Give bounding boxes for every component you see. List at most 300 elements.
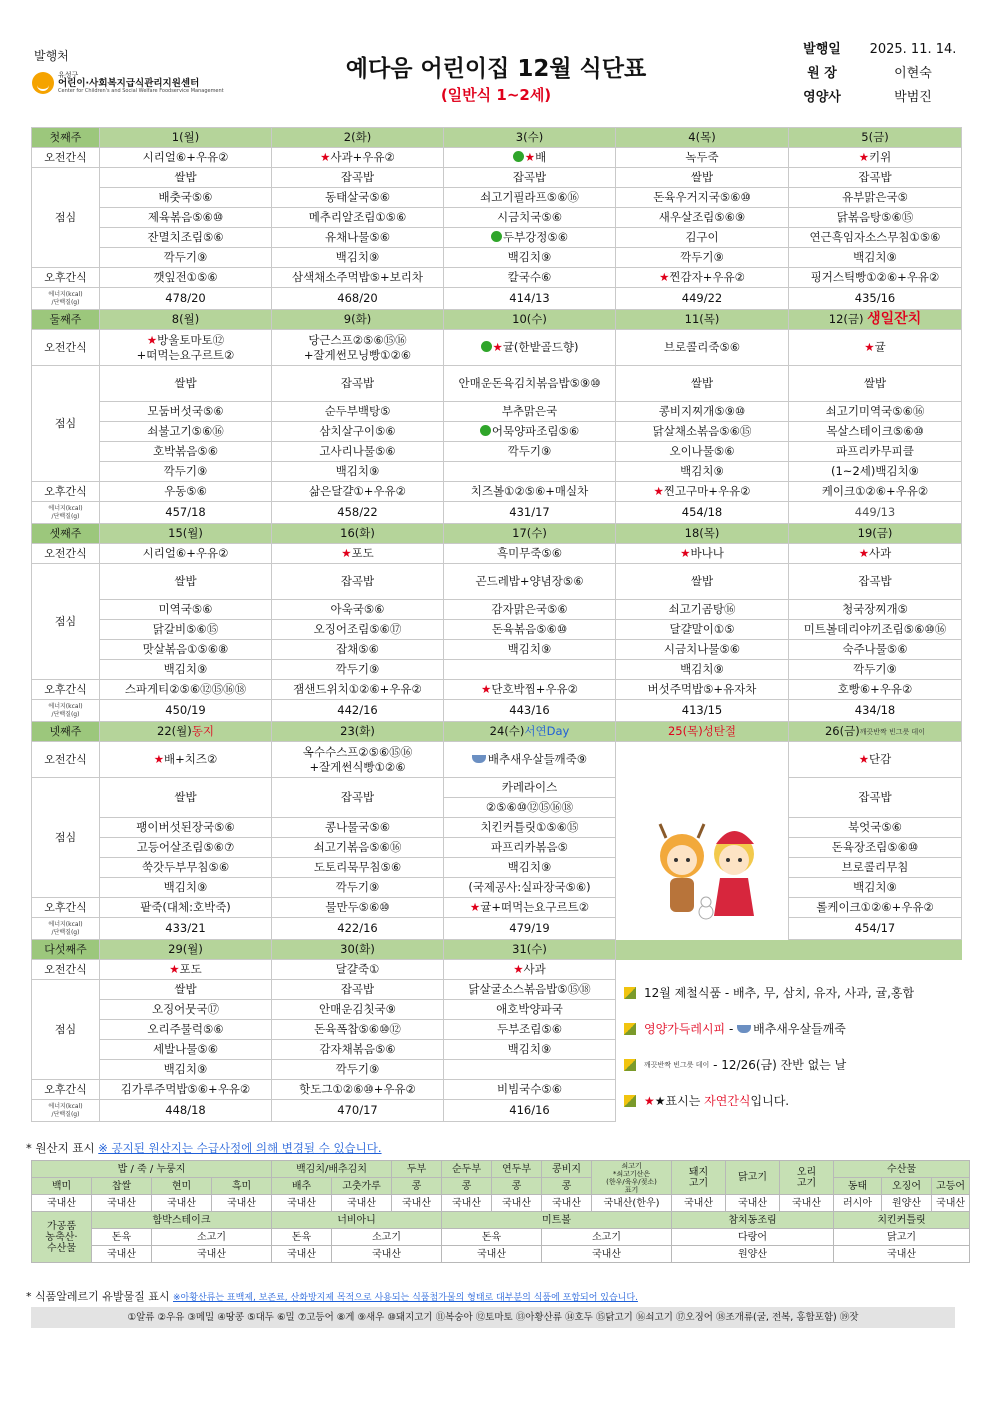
lunch-label: 점심	[32, 168, 100, 268]
bullet-icon	[624, 1059, 636, 1071]
menu-text: 쇠불고기⑤⑥⑯	[147, 424, 224, 438]
menu-text: 파프리카볶음⑤	[491, 840, 568, 854]
processed-name: 함박스테이크	[92, 1212, 272, 1229]
pm-snack-label: 오후간식	[32, 680, 100, 700]
lunch-cell	[100, 442, 272, 462]
lunch-cell	[444, 1000, 616, 1020]
am-snack-cell	[444, 544, 616, 564]
am-snack-label: 오전간식	[32, 330, 100, 366]
day-header	[789, 128, 962, 148]
processed-name: 참치동조림	[672, 1212, 834, 1229]
menu-text: 쇠고기곰탕⑯	[668, 602, 736, 616]
origin-value: 러시아	[834, 1195, 882, 1212]
menu-text: 동태살국⑤⑥	[324, 190, 391, 204]
day-header	[272, 940, 444, 960]
note-seasonal-text: 12월 제철식품 - 배추, 무, 삼치, 유자, 사과, 귤,홍합	[644, 986, 915, 1000]
pot-icon	[737, 1025, 751, 1033]
day-label: 5(금)	[861, 130, 889, 144]
processed-value: 국내산	[152, 1246, 272, 1263]
menu-text: 키위	[869, 150, 892, 164]
menu-text: 도토리묵무침⑤⑥	[313, 860, 402, 874]
pm-snack-cell	[272, 898, 444, 918]
director-label: 원 장	[807, 66, 837, 81]
menu-text: 깍두기⑨	[163, 464, 208, 478]
origin-group	[492, 1161, 542, 1178]
star-icon: ★	[653, 484, 664, 498]
processed-value: 국내산	[542, 1246, 672, 1263]
lunch-row	[32, 168, 962, 188]
star-icon: ★	[858, 752, 870, 766]
menu-text: 달걀죽①	[335, 962, 380, 976]
lunch-label: 점심	[32, 564, 100, 680]
day-label: 29(월)	[168, 942, 203, 956]
menu-text: 우동⑤⑥	[164, 484, 207, 498]
director-name: 이현숙	[894, 66, 932, 81]
am-snack-cell	[100, 148, 272, 168]
menu-text: 닭살굴소스볶음밥⑤⑮⑱	[468, 982, 591, 996]
origin-item: 오징어	[882, 1178, 932, 1195]
processed-item: 돈육	[272, 1229, 332, 1246]
origin-value: 국내산	[332, 1195, 392, 1212]
origin-value: 국내산	[212, 1195, 272, 1212]
origin-value: 국내산	[932, 1195, 970, 1212]
week-label: 다섯째주	[32, 940, 100, 960]
origin-group-text: 고기	[796, 1177, 817, 1189]
lunch-cell	[100, 1060, 272, 1080]
menu-text: 비빔국수⑤⑥	[496, 1082, 563, 1096]
energy-cell: 454/17	[789, 918, 962, 940]
lunch-cell	[272, 1060, 444, 1080]
energy-cell: 433/21	[100, 918, 272, 940]
lunch-cell	[272, 878, 444, 898]
menu-text: 카레라이스	[501, 780, 558, 794]
origin-value: 국내산	[492, 1195, 542, 1212]
menu-text: 파프리카무피클	[836, 444, 914, 458]
issue-date: 2025. 11. 14.	[869, 42, 957, 57]
lunch-cell	[444, 980, 616, 1000]
energy-label-text: /단백질(g)	[51, 928, 80, 936]
menu-text: 쌀밥	[174, 574, 197, 588]
menu-text: 숙주나물⑤⑥	[842, 642, 908, 656]
menu-text: 잡곡밥	[340, 982, 375, 996]
day-label: 16(화)	[340, 526, 375, 540]
menu-text: 백김치⑨	[680, 662, 724, 676]
origin-group-text: 연두부	[502, 1163, 531, 1175]
lunch-cell	[444, 168, 616, 188]
menu-text: 핑거스틱빵①②⑥+우유②	[810, 270, 940, 284]
origin-item: 고등어	[932, 1178, 970, 1195]
lunch-row	[32, 188, 962, 208]
menu-text: 안매운돈육김치볶음밥⑤⑨⑩	[458, 376, 601, 390]
lunch-row	[32, 858, 962, 878]
menu-text: 청국장찌개⑤	[842, 602, 908, 616]
am-snack-cell	[272, 544, 444, 564]
lunch-cell	[616, 422, 789, 442]
lunch-cell	[100, 402, 272, 422]
lunch-cell	[444, 248, 616, 268]
lunch-row	[32, 818, 962, 838]
menu-text: 단감	[869, 752, 892, 766]
menu-text: 시금치국⑤⑥	[496, 210, 563, 224]
star-icon: ★	[659, 270, 670, 284]
lunch-cell	[789, 402, 962, 422]
pm-snack-cell	[100, 1080, 272, 1100]
lunch-cell	[100, 620, 272, 640]
menu-text: 잡곡밥	[512, 170, 547, 184]
day-header	[272, 722, 444, 742]
lunch-cell	[789, 778, 962, 818]
energy-cell: 450/19	[100, 700, 272, 722]
energy-label	[32, 288, 100, 310]
origin-group	[592, 1161, 672, 1195]
origin-title-text: * 원산지 표시	[26, 1141, 95, 1155]
lunch-cell	[444, 228, 616, 248]
pm-snack-cell	[444, 268, 616, 288]
origin-group	[672, 1161, 726, 1195]
lunch-cell	[100, 366, 272, 402]
day-header	[100, 310, 272, 330]
am-snack-cell	[789, 330, 962, 366]
origin-group-text: 수산물	[887, 1163, 917, 1175]
day-header	[272, 128, 444, 148]
menu-text: 호빵⑥+우유②	[837, 682, 913, 696]
menu-text: 백김치⑨	[853, 250, 897, 264]
lunch-cell	[789, 564, 962, 600]
star-icon: ★	[341, 546, 352, 560]
lunch-row	[32, 228, 962, 248]
menu-text: 깍두기⑨	[335, 1062, 380, 1076]
origin-group-text: 고기	[688, 1177, 709, 1189]
menu-text: 사과	[869, 546, 892, 560]
lunch-cell	[789, 228, 962, 248]
menu-text: 쌀밥	[174, 170, 197, 184]
menu-text: 닭볶음탕⑤⑥⑮	[836, 210, 914, 224]
energy-label	[32, 1100, 100, 1122]
menu-text: 귤(한밭골드향)	[502, 340, 579, 354]
day-header	[616, 940, 789, 960]
day-header	[444, 940, 616, 960]
note-clean-plate	[624, 1047, 969, 1083]
lunch-cell	[444, 798, 616, 818]
pm-snack-label: 오후간식	[32, 1080, 100, 1100]
menu-text: 찐고구마+우유②	[663, 484, 751, 498]
energy-label-text: 에너지(kcal)	[48, 702, 83, 710]
am-snack-label: 오전간식	[32, 544, 100, 564]
day-header	[789, 722, 962, 742]
origin-item: 찹쌀	[92, 1178, 152, 1195]
processed-value: 국내산	[272, 1246, 332, 1263]
menu-text: 삼색채소주먹밥⑤+보리차	[291, 270, 424, 284]
day-label: 8(월)	[171, 312, 200, 326]
menu-text: 메추리알조림①⑤⑥	[308, 210, 407, 224]
note-recipe: 영양가득레시피 - 배추새우살들깨죽	[624, 1011, 969, 1047]
menu-text: 사과+우유②	[330, 150, 395, 164]
week-label: 둘째주	[32, 310, 100, 330]
day-label: 17(수)	[512, 526, 547, 540]
origin-item: 콩	[542, 1178, 592, 1195]
lunch-cell	[100, 818, 272, 838]
menu-text: 팽이버섯된장국⑤⑥	[136, 820, 235, 834]
lunch-cell	[616, 600, 789, 620]
energy-cell: 422/16	[272, 918, 444, 940]
lunch-cell	[100, 208, 272, 228]
origin-value: 국내산	[32, 1195, 92, 1212]
lunch-cell	[100, 980, 272, 1000]
menu-text: 백김치⑨	[163, 1062, 208, 1076]
processed-name: 미트볼	[442, 1212, 672, 1229]
origin-group	[272, 1161, 392, 1178]
menu-text: 잼샌드위치①②⑥+우유②	[293, 682, 422, 696]
menu-text: 백김치⑨	[507, 250, 552, 264]
lunch-cell	[616, 168, 789, 188]
lunch-cell	[444, 778, 616, 798]
menu-text: 달걀말이①⑤	[669, 622, 735, 636]
lunch-cell	[616, 402, 789, 422]
am-snack-label: 오전간식	[32, 148, 100, 168]
menu-text: 순두부백탕⑤	[324, 404, 391, 418]
menu-text: +떠먹는요구르트②	[136, 347, 235, 362]
lunch-cell	[616, 188, 789, 208]
menu-text: 돈육폭찹⑤⑥⑩⑫	[314, 1022, 401, 1036]
menu-text: 쇠고기미역국⑤⑥⑯	[825, 404, 925, 418]
lunch-cell	[616, 248, 789, 268]
menu-text: 시금치나물⑤⑥	[663, 642, 741, 656]
menu-text: 배	[535, 150, 547, 164]
menu-text: 어묵양파조림⑤⑥	[491, 424, 580, 438]
origin-group-text: 백김치/배추김치	[296, 1163, 368, 1175]
energy-cell: 434/18	[789, 700, 962, 722]
lunch-row	[32, 564, 962, 600]
issue-info	[786, 38, 968, 110]
day-label: 3(수)	[515, 130, 544, 144]
menu-text: 쌀밥	[174, 982, 197, 996]
day-tag: 동지	[191, 724, 214, 738]
day-label: 31(수)	[512, 942, 547, 956]
bullet-icon	[624, 1095, 636, 1107]
menu-text: 쇠고기필라프⑤⑥⑯	[480, 190, 579, 204]
lunch-cell	[789, 422, 962, 442]
energy-label	[32, 700, 100, 722]
lunch-cell	[272, 1020, 444, 1040]
lunch-cell	[272, 208, 444, 228]
lunch-cell	[789, 858, 962, 878]
menu-text: 돈육볶음⑤⑥⑩	[491, 622, 568, 636]
lunch-cell	[444, 188, 616, 208]
menu-text: 유채나물⑤⑥	[324, 230, 391, 244]
star-icon: ★	[146, 332, 158, 347]
menu-text: 두부조림⑤⑥	[496, 1022, 563, 1036]
lunch-cell	[272, 640, 444, 660]
origin-title	[26, 1140, 382, 1156]
lunch-cell	[444, 422, 616, 442]
day-label: 12(금)	[828, 312, 864, 326]
star-icon: ★	[864, 340, 875, 354]
week-header-row	[32, 722, 962, 742]
lunch-cell	[444, 640, 616, 660]
day-label: 23(화)	[340, 724, 375, 738]
menu-text: 깍두기⑨	[680, 250, 724, 264]
menu-text: 잡곡밥	[340, 376, 375, 390]
menu-text: 모둠버섯국⑤⑥	[147, 404, 224, 418]
menu-text: 미트볼데리야끼조림⑤⑥⑩⑯	[803, 622, 947, 636]
lunch-cell	[272, 228, 444, 248]
origin-group-row	[32, 1161, 970, 1178]
menu-text: 치킨커틀릿①⑤⑥⑮	[480, 820, 579, 834]
note-star	[624, 1083, 969, 1119]
day-header	[444, 524, 616, 544]
menu-text: 배춧국⑤⑥	[158, 190, 213, 204]
menu-text: 물만두⑤⑥⑩	[325, 900, 390, 914]
logo-line2: 어린이·사회복지급식관리지원센터	[58, 78, 200, 90]
origin-group-text: 밥 / 죽 / 누룽지	[117, 1163, 186, 1175]
menu-text: 포도	[351, 546, 374, 560]
lunch-cell	[100, 1040, 272, 1060]
menu-text: 케이크①②⑥+우유②	[821, 484, 929, 498]
lunch-cell	[100, 778, 272, 818]
lunch-cell	[444, 818, 616, 838]
menu-text: 백김치⑨	[163, 880, 208, 894]
energy-label-text: 에너지(kcal)	[48, 504, 83, 512]
lunch-row	[32, 620, 962, 640]
star-icon: ★	[469, 900, 481, 914]
day-header	[789, 310, 962, 330]
am-snack-label: 오전간식	[32, 742, 100, 778]
energy-label-text: /단백질(g)	[51, 1110, 80, 1118]
holiday-label: 25(목)성탄절	[667, 724, 737, 738]
day-header	[616, 722, 789, 742]
pm-snack-cell	[789, 482, 962, 502]
lunch-cell	[444, 366, 616, 402]
energy-cell: 454/18	[616, 502, 789, 524]
dietitian-label: 영양사	[803, 90, 841, 105]
lunch-cell	[272, 248, 444, 268]
menu-text: 김구이	[685, 230, 719, 244]
menu-text: 바나나	[690, 546, 724, 560]
menu-text: 북엇국⑤⑥	[848, 820, 902, 834]
pm-snack-row	[32, 898, 962, 918]
menu-text: 오리주물럭⑤⑥	[147, 1022, 224, 1036]
am-snack-cell	[789, 148, 962, 168]
star-icon: ★	[513, 962, 524, 976]
energy-label-text: /단백질(g)	[51, 710, 80, 718]
energy-cell: 478/20	[100, 288, 272, 310]
processed-label-text: 수산물	[47, 1242, 76, 1254]
bullet-icon	[624, 987, 636, 999]
lunch-cell	[789, 878, 962, 898]
lunch-cell	[789, 208, 962, 228]
star-icon: ★	[858, 546, 870, 560]
energy-cell: 449/13	[789, 502, 962, 524]
origin-value: 국내산(한우)	[592, 1195, 672, 1212]
lunch-cell	[100, 1000, 272, 1020]
star-note-red: 자연간식	[704, 1094, 751, 1108]
lunch-cell	[789, 640, 962, 660]
menu-text: 오징어뭇국⑰	[151, 1002, 220, 1016]
menu-text: 포도	[179, 962, 202, 976]
lunch-cell	[616, 442, 789, 462]
menu-text: 쌀밥	[690, 574, 714, 588]
menu-text: 버섯주먹밥⑤+유자차	[647, 682, 757, 696]
lunch-cell	[444, 1040, 616, 1060]
lunch-cell	[444, 838, 616, 858]
menu-text: 쌀밥	[690, 170, 714, 184]
am-snack-row	[32, 742, 962, 778]
lunch-cell	[272, 838, 444, 858]
smile-icon	[513, 151, 524, 162]
page-header	[0, 0, 992, 125]
processed-value: 원양산	[672, 1246, 834, 1263]
lunch-cell	[616, 228, 789, 248]
lunch-cell	[444, 442, 616, 462]
origin-value: 국내산	[392, 1195, 442, 1212]
energy-label-text: 에너지(kcal)	[48, 920, 83, 928]
am-snack-row	[32, 330, 962, 366]
lunch-row	[32, 640, 962, 660]
menu-text: +잘게썬식빵①②⑥	[309, 759, 406, 774]
menu-text: 두부강정⑤⑥	[502, 230, 569, 244]
lunch-cell	[100, 228, 272, 248]
day-header	[616, 128, 789, 148]
lunch-cell	[789, 442, 962, 462]
week-label: 넷째주	[32, 722, 100, 742]
star-icon: ★	[680, 546, 691, 560]
week-header-row	[32, 524, 962, 544]
origin-value: 국내산	[272, 1195, 332, 1212]
origin-item: 흑미	[212, 1178, 272, 1195]
energy-label-text: /단백질(g)	[51, 512, 80, 520]
lunch-cell	[100, 1020, 272, 1040]
pm-snack-cell	[789, 898, 962, 918]
origin-group-text: 오리	[796, 1166, 817, 1178]
menu-text: 잡곡밥	[858, 574, 892, 588]
menu-text: 깍두기⑨	[163, 250, 208, 264]
day-label: 2(화)	[343, 130, 372, 144]
energy-row	[32, 700, 962, 722]
menu-text: 삶은달걀①+우유②	[309, 484, 406, 498]
week-label: 셋째주	[32, 524, 100, 544]
menu-text: 찐감자+우유②	[669, 270, 745, 284]
day-label: 30(화)	[340, 942, 375, 956]
origin-table	[31, 1160, 970, 1263]
lunch-cell	[272, 168, 444, 188]
menu-text: 쌀밥	[863, 376, 887, 390]
am-snack-row	[32, 148, 962, 168]
lunch-label: 점심	[32, 778, 100, 898]
origin-group-text: 표기	[624, 1185, 639, 1194]
menu-text: 오징어조림⑤⑥⑰	[313, 622, 402, 636]
lunch-cell	[100, 838, 272, 858]
menu-text: 사과	[523, 962, 546, 976]
processed-name: 너비아니	[272, 1212, 442, 1229]
energy-cell: 458/22	[272, 502, 444, 524]
lunch-cell	[272, 660, 444, 680]
lunch-cell	[272, 462, 444, 482]
menu-text: 부추맑은국	[501, 404, 558, 418]
menu-text: 목살스테이크⑤⑥⑩	[826, 424, 924, 438]
processed-item-row	[32, 1229, 970, 1246]
menu-text: 오이나물⑤⑥	[669, 444, 735, 458]
day-label: 10(수)	[512, 312, 547, 326]
menu-text: 백김치⑨	[507, 860, 552, 874]
page-subtitle: (일반식 1~2세)	[440, 86, 552, 104]
pm-snack-cell	[444, 680, 616, 700]
energy-cell: 414/13	[444, 288, 616, 310]
day-header	[100, 940, 272, 960]
day-label: 9(화)	[343, 312, 372, 326]
day-header	[100, 722, 272, 742]
menu-text: 녹두죽	[685, 150, 719, 164]
lunch-cell	[272, 600, 444, 620]
